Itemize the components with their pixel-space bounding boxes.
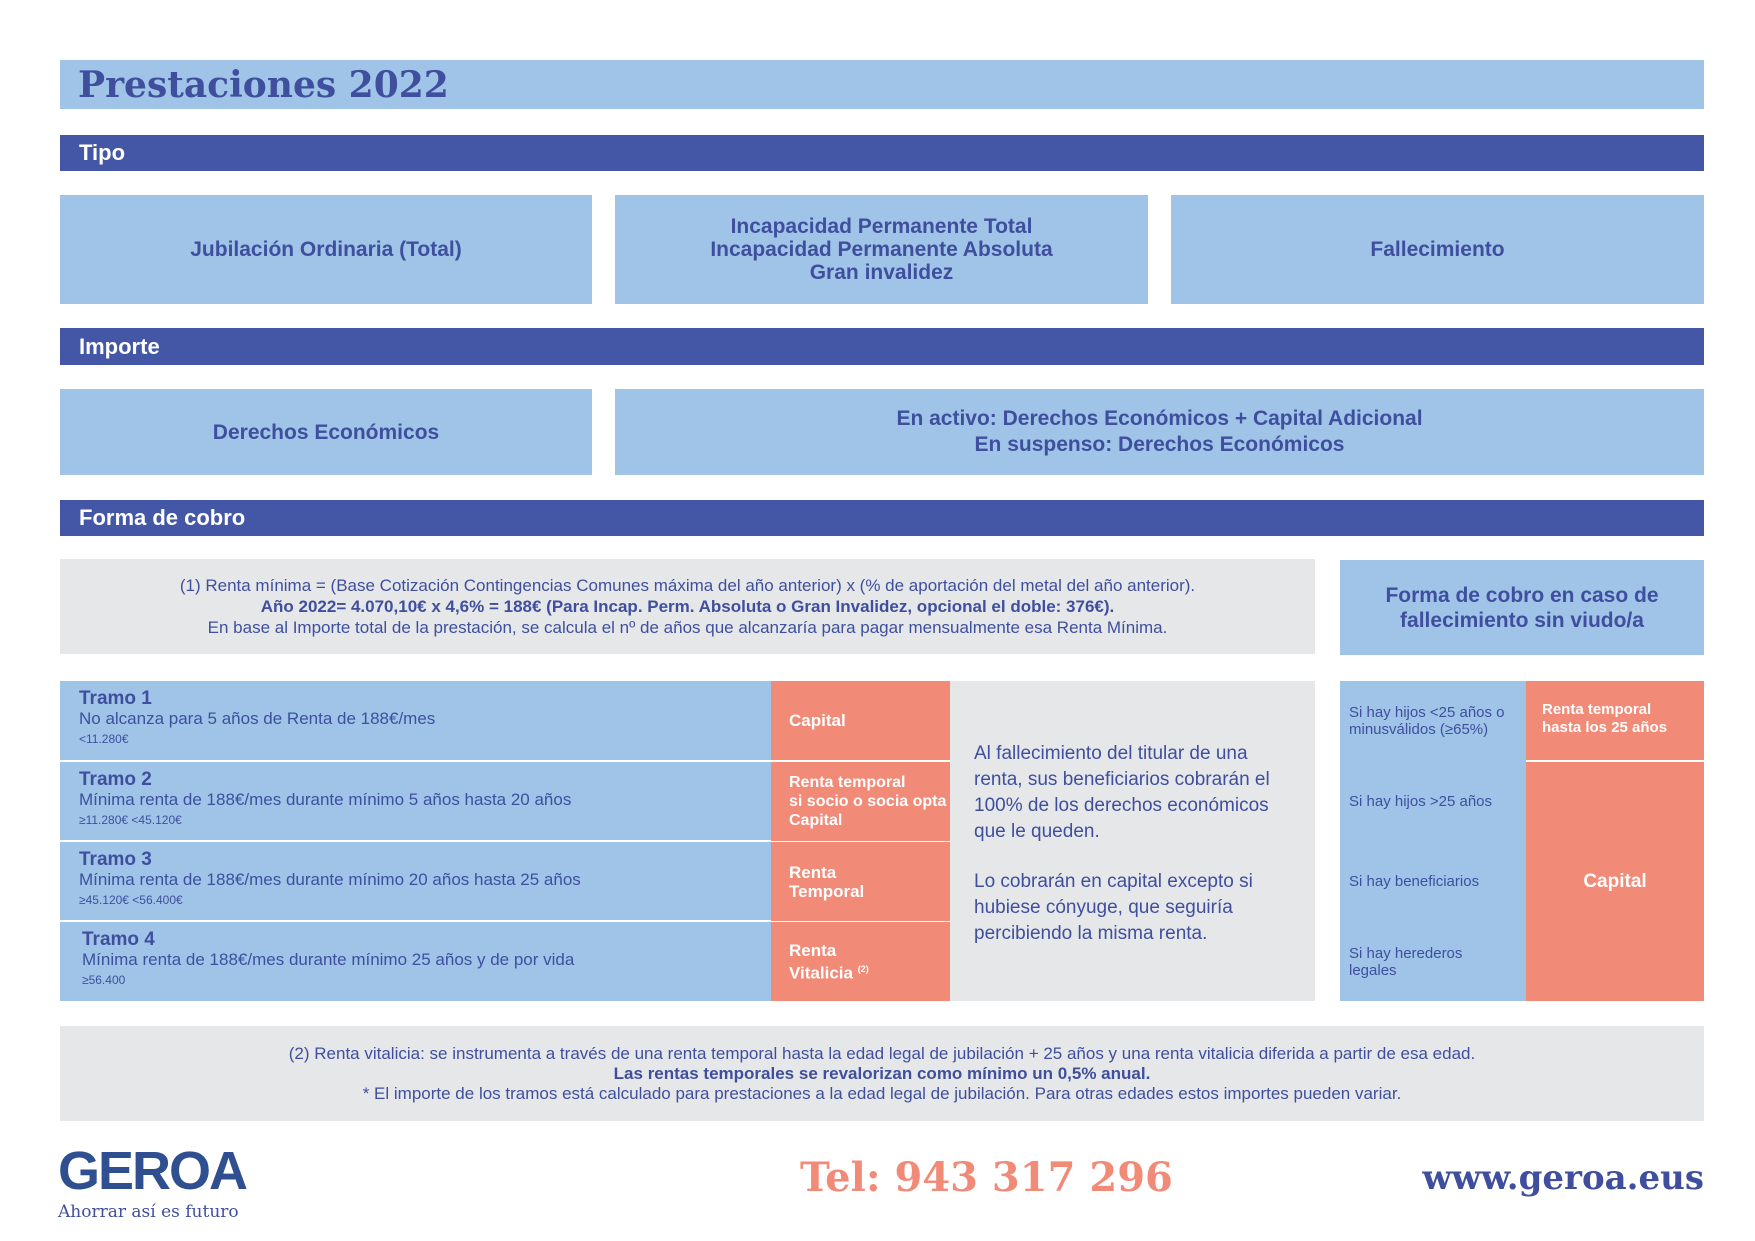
label: Renta [789, 862, 837, 882]
label: Renta temporal hasta los 25 años [1542, 701, 1668, 736]
tramo-row [60, 681, 771, 760]
tramo-range: <11.280€ [79, 732, 129, 746]
tramo-range: ≥11.280€ <45.120€ [79, 813, 182, 827]
label: Incapacidad Permanente Total [730, 215, 1033, 238]
label: Capital [789, 711, 846, 730]
label: Derechos Económicos [212, 420, 440, 444]
tramo-desc: Mínima renta de 188€/mes durante mínimo 20 años hasta 25 años [79, 870, 581, 889]
label: Capital [1583, 870, 1647, 892]
page-title: Prestaciones 2022 [78, 63, 449, 106]
label: si socio o socia opta [789, 793, 947, 810]
note-renta-vitalicia [60, 1026, 1704, 1121]
label: Vitalicia [789, 963, 853, 983]
note-line: Año 2022= 4.070,10€ x 4,6% = 188€ (Para Incap. Perm. Absoluta o Gran Invalidez, opcional el doble: 376€). [260, 597, 1115, 616]
benef-cobro-capital [1526, 762, 1704, 1001]
tramo-name: Tramo 4 [82, 929, 155, 950]
cobro-tramo-2 [771, 762, 950, 841]
label: Si hay herederos legales [1349, 944, 1463, 979]
cobro-tramo-4 [771, 922, 950, 1001]
tipo-jubilacion [60, 195, 592, 304]
benef-cobro-renta [1526, 681, 1704, 760]
note-line: (1) Renta mínima = (Base Cotización Contingencias Comunes máxima del año anterior) x (% de aportación del metal del año anterior). [179, 576, 1196, 595]
section-forma: Forma de cobro [60, 500, 1704, 536]
benef-row [1340, 681, 1526, 760]
info-paragraph: Lo cobrarán en capital excepto si hubiese cónyuge, que seguiría percibiendo la misma renta. [974, 871, 1253, 944]
label: Si hay beneficiarios [1349, 873, 1480, 890]
label: Gran invalidez [809, 261, 954, 284]
cobro-tramo-1 [771, 681, 950, 760]
tipo-incapacidad [615, 195, 1148, 304]
label: Renta [789, 940, 837, 960]
section-importe: Importe [60, 328, 1704, 365]
tramo-row [60, 842, 771, 921]
label: En activo: Derechos Económicos + Capital Adicional [896, 407, 1423, 430]
note-renta-minima [60, 559, 1315, 654]
tramo-row [60, 762, 771, 841]
importe-derechos [60, 389, 592, 475]
footnote-ref: (2) [857, 963, 869, 974]
importe-activo [615, 389, 1704, 475]
tramo-range: ≥56.400 [82, 973, 126, 987]
tramo-name: Tramo 3 [79, 849, 152, 870]
tramo-range: ≥45.120€ <56.400€ [79, 893, 183, 907]
label: Capital [789, 812, 843, 829]
label: En suspenso: Derechos Económicos [974, 433, 1345, 456]
label: Renta temporal [789, 774, 906, 791]
label: Incapacidad Permanente Absoluta [710, 238, 1053, 261]
cobro-tramo-3 [771, 842, 950, 921]
section-tipo: Tipo [60, 135, 1704, 171]
tipo-fallecimiento [1171, 195, 1704, 304]
website-link[interactable]: www.geroa.eus [1422, 1158, 1704, 1198]
benef-row [1340, 922, 1526, 1001]
note-line: En base al Importe total de la prestación, se calcula el nº de años que alcanzaría para pagar mensualmente esa Renta Mínima. [207, 618, 1168, 637]
label: Si hay hijos >25 años [1349, 793, 1493, 810]
benef-row [1340, 762, 1526, 841]
logo-tagline: Ahorrar así es futuro [58, 1202, 239, 1222]
logo-wordmark: GEROA [58, 1141, 247, 1201]
note-line: (2) Renta vitalicia: se instrumenta a través de una renta temporal hasta la edad legal de jubilación + 25 años y una renta vitalicia diferida a partir de esa edad. [288, 1043, 1476, 1063]
tramo-desc: Mínima renta de 188€/mes durante mínimo 5 años hasta 20 años [79, 790, 572, 809]
note-line: Las rentas temporales se revalorizan como mínimo un 0,5% anual. [613, 1063, 1151, 1083]
label: Jubilación Ordinaria (Total) [190, 238, 462, 261]
phone: Tel: 943 317 296 [800, 1154, 1173, 1201]
tramo-desc: No alcanza para 5 años de Renta de 188€/mes [79, 709, 436, 728]
benef-row [1340, 842, 1526, 921]
label: Forma de cobro en caso de fallecimiento sin viudo/a [1385, 583, 1659, 632]
tramo-name: Tramo 1 [79, 688, 152, 709]
label: Si hay hijos <25 años o minusválidos (≥65%) [1349, 703, 1505, 738]
tramo-name: Tramo 2 [79, 769, 152, 790]
geroa-logo [58, 1141, 247, 1222]
note-line: * El importe de los tramos está calculado para prestaciones a la edad legal de jubilación. Para otras edades estos importes pueden variar. [362, 1083, 1402, 1103]
fallecimiento-header [1340, 560, 1704, 655]
label: Fallecimiento [1370, 238, 1505, 261]
title-bar [60, 60, 1704, 109]
fallecimiento-info [950, 681, 1315, 1001]
tramo-desc: Mínima renta de 188€/mes durante mínimo 25 años y de por vida [82, 950, 575, 969]
tramo-row [60, 922, 771, 1001]
info-paragraph: Al fallecimiento del titular de una renta, sus beneficiarios cobrarán el 100% de los derechos económicos que le queden. [974, 743, 1270, 842]
label: Temporal [789, 881, 865, 901]
